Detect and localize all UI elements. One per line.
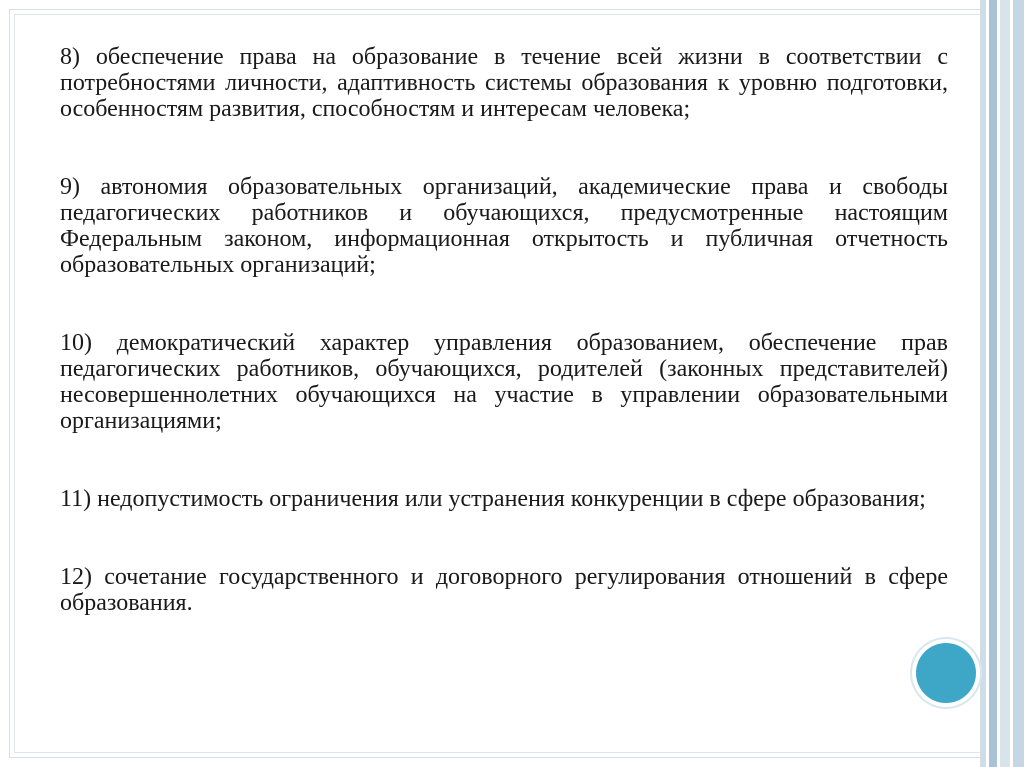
- stripe: [1000, 0, 1010, 767]
- decorative-circle-icon: [916, 643, 976, 703]
- list-item-12: 12) сочетание государственного и договорного регулирования отношений в сфере образования.: [60, 564, 948, 616]
- decorative-right-stripes: [980, 0, 1024, 767]
- slide-body: [60, 44, 948, 616]
- stripe: [989, 0, 997, 767]
- list-item-8: 8) обеспечение права на образование в течение всей жизни в соответствии с потребностями личности, адаптивность системы образования к уровню подготовки, особенностям развития, способностям и интересам человека;: [60, 44, 948, 122]
- list-item-10: 10) демократический характер управления образованием, обеспечение прав педагогических работников, обучающихся, родителей (законных представителей) несовершеннолетних обучающихся на участие в управлении образовательными организациями;: [60, 330, 948, 434]
- list-item-9: 9) автономия образовательных организаций, академические права и свободы педагогических работников и обучающихся, предусмотренные настоящим Федеральным законом, информационная открытость и публичная отчетность образовательных организаций;: [60, 174, 948, 278]
- list-item-11: 11) недопустимость ограничения или устранения конкуренции в сфере образования;: [60, 486, 926, 512]
- stripe: [1013, 0, 1024, 767]
